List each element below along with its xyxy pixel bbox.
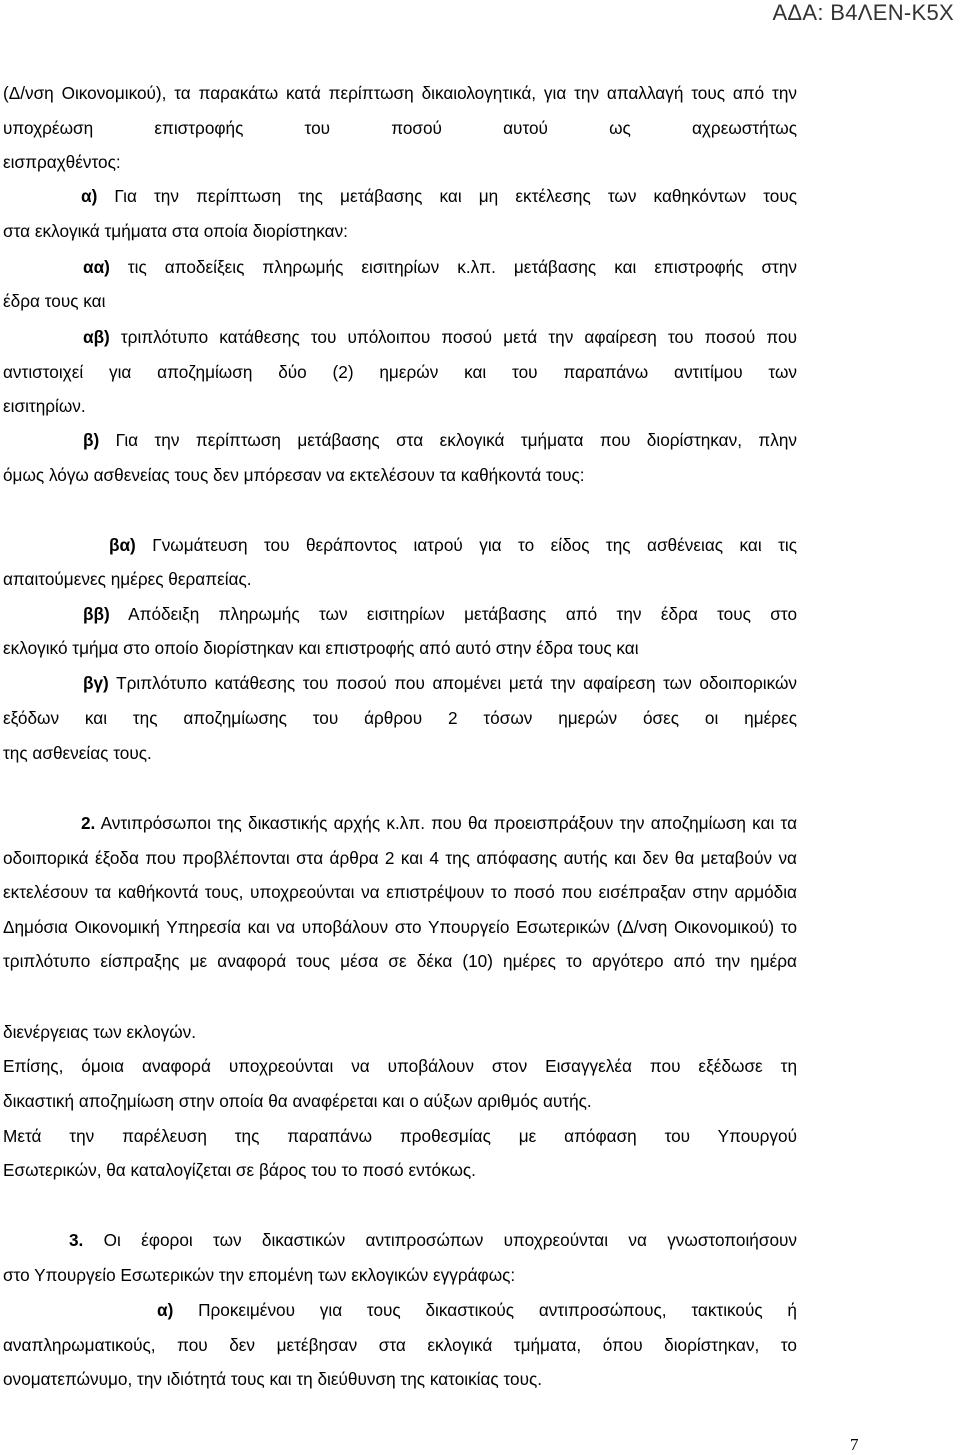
section-3-item-a: α) Προκειμένου για τους δικαστικούς αντιπροσώπους, τακτικούς ή αναπληρωματικούς, που δεν μετέβησαν στα εκλογικά τμήματα, όπου διορίστηκαν, το — [3, 1300, 797, 1355]
section-3-item-a-end: ονοματεπώνυμο, την ιδιότητά τους και τη διεύθυνση της κατοικίας τους. — [3, 1369, 543, 1389]
item-ab-end: εισιτηρίων. — [3, 396, 86, 416]
item-label: αβ) — [83, 327, 110, 347]
paragraph-intro-end: εισπραχθέντος: — [3, 152, 121, 172]
item-label: α) — [157, 1300, 174, 1320]
section-2: 2. Αντιπρόσωποι της δικαστικής αρχής κ.λπ. που θα προεισπράξουν την αποζημίωση και τα οδοιπορικά έξοδα που προβλέπονται στα άρθρα 2 και 4 της απόφασης αυτής και δεν θα μεταβούν να εκτελέσουν τα καθήκοντά τους, υποχρεούνται να επιστρέψουν το ποσό που εισέπραξαν στην αρμόδια Δημόσια Οικονομική Υπηρεσία και να υποβάλουν στο Υπουργείο Εσωτερικών (Δ/νση Οικονομικού) το τριπλότυπο είσπραξης με αναφορά τους μέσα σε δέκα (10) ημέρες το αργότερο από την ημέρα — [3, 813, 797, 971]
document-id-header: ΑΔΑ: Β4ΛΕΝ-Κ5Χ — [772, 0, 954, 25]
section-2-end: διενέργειας των εκλογών. — [3, 1022, 197, 1042]
item-bb: ββ) Απόδειξη πληρωμής των εισιτηρίων μετάβασης από την έδρα τους στο — [83, 604, 797, 624]
section-3-end: στο Υπουργείο Εσωτερικών την επομένη των εκλογικών εγγράφως: — [3, 1265, 516, 1285]
paragraph-deadline-end: Εσωτερικών, θα καταλογίζεται σε βάρος του το ποσό εντόκως. — [3, 1160, 476, 1180]
item-label: α) — [81, 186, 98, 206]
page-number: 7 — [850, 1435, 859, 1454]
item-aa-end: έδρα τους και — [3, 291, 106, 311]
item-bg-end: της ασθενείας τους. — [3, 743, 152, 763]
item-bg: βγ) Τριπλότυπο κατάθεσης του ποσού που απομένει μετά την αφαίρεση των οδοιπορικών εξόδων και της αποζημίωσης του άρθρου 2 τόσων ημερών όσες οι ημέρες — [3, 673, 797, 728]
paragraph-intro: (Δ/νση Οικονομικού), τα παρακάτω κατά περίπτωση δικαιολογητικά, για την απαλλαγή τους από την υποχρέωση επιστροφής του ποσού αυτού ως αχρεωστήτως — [3, 83, 797, 138]
item-bb-end: εκλογικό τμήμα στο οποίο διορίστηκαν και επιστροφής από αυτό στην έδρα τους και — [3, 638, 639, 658]
item-a: α) Για την περίπτωση της μετάβασης και μη εκτέλεσης των καθηκόντων τους — [81, 186, 797, 206]
item-b-end: όμως λόγω ασθενείας τους δεν μπόρεσαν να εκτελέσουν τα καθήκοντά τους: — [3, 465, 585, 485]
item-aa: αα) τις αποδείξεις πληρωμής εισιτηρίων κ.λπ. μετάβασης και επιστροφής στην — [83, 257, 797, 277]
section-number: 2. — [81, 813, 96, 833]
item-a-end: στα εκλογικά τμήματα στα οποία διορίστηκαν: — [3, 221, 348, 241]
item-ab: αβ) τριπλότυπο κατάθεσης του υπόλοιπου ποσού μετά την αφαίρεση του ποσού που αντιστοιχεί για αποζημίωση δύο (2) ημερών και του παραπάνω αντιτίμου των — [3, 327, 797, 382]
section-3: 3. Οι έφοροι των δικαστικών αντιπροσώπων υποχρεούνται να γνωστοποιήσουν — [69, 1230, 797, 1250]
item-ba-end: απαιτούμενες ημέρες θεραπείας. — [3, 569, 252, 589]
item-label: β) — [83, 430, 100, 450]
paragraph-prosecutor-end: δικαστική αποζημίωση στην οποία θα αναφέρεται και ο αύξων αριθμός αυτής. — [3, 1091, 592, 1111]
item-label: βα) — [109, 535, 136, 555]
item-label: αα) — [83, 257, 110, 277]
item-label: ββ) — [83, 604, 110, 624]
paragraph-deadline: Μετά την παρέλευση της παραπάνω προθεσμίας με απόφαση του Υπουργού — [3, 1126, 797, 1146]
item-label: βγ) — [83, 673, 109, 693]
section-number: 3. — [69, 1230, 84, 1250]
item-ba: βα) Γνωμάτευση του θεράποντος ιατρού για το είδος της ασθένειας και τις — [109, 535, 797, 555]
item-b: β) Για την περίπτωση μετάβασης στα εκλογικά τμήματα που διορίστηκαν, πλην — [83, 430, 797, 450]
paragraph-prosecutor: Επίσης, όμοια αναφορά υποχρεούνται να υποβάλουν στον Εισαγγελέα που εξέδωσε τη — [3, 1056, 797, 1076]
